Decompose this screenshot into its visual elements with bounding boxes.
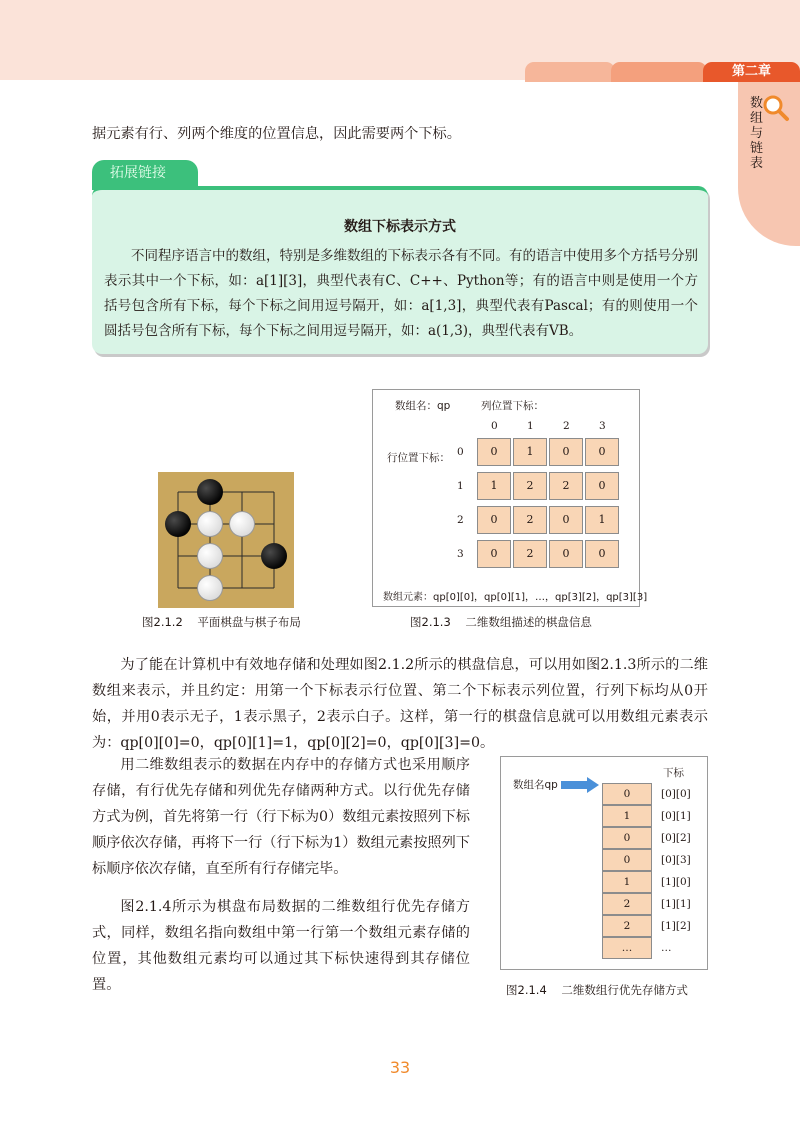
memory-cell: 1 — [602, 871, 652, 893]
extension-title: 数组下标表示方式 — [344, 219, 456, 235]
side-chapter-tab — [738, 82, 800, 246]
row-index: 3 — [457, 548, 464, 560]
matrix-cell: 0 — [585, 472, 619, 500]
memory-index: [1][1] — [661, 898, 691, 910]
intro-line: 据元素有行、列两个维度的位置信息，因此需要两个下标。 — [92, 126, 461, 142]
black-stone — [165, 511, 191, 537]
memory-cell: 2 — [602, 893, 652, 915]
memory-index: [1][0] — [661, 876, 691, 888]
memory-cell: 2 — [602, 915, 652, 937]
matrix-cell: 2 — [513, 540, 547, 568]
matrix-cell: 0 — [549, 506, 583, 534]
paragraph-3: 图2.1.4所示为棋盘布局数据的二维数组行优先存储方式，同样，数组名指向数组中第一行第一个数组元素存储的位置，其他数组元素均可以通过其下标快速得到其存储位置。 — [92, 899, 470, 993]
memory-index: [0][2] — [661, 832, 691, 844]
extension-box — [92, 186, 708, 354]
matrix-cell: 1 — [477, 472, 511, 500]
col-index: 0 — [491, 420, 498, 432]
chapter-tab-decor-1 — [525, 62, 615, 82]
matrix-cell: 0 — [477, 438, 511, 466]
white-stone — [197, 543, 223, 569]
extension-body — [104, 244, 698, 344]
matrix-cell: 2 — [513, 506, 547, 534]
col-index: 3 — [599, 420, 606, 432]
black-stone — [197, 479, 223, 505]
figure-2-1-3 — [372, 389, 648, 607]
go-board — [158, 472, 294, 608]
memory-cell: 1 — [602, 805, 652, 827]
matrix-cell: 1 — [513, 438, 547, 466]
paragraph-1: 为了能在计算机中有效地存储和处理如图2.1.2所示的棋盘信息，可以用如图2.1.3所示的二维数组来表示，并且约定：用第一个下标表示行位置、第二个下标表示列位置，行列下标均从0开始，并用0表示无子，1表示黑子，2表示白子。这样，第一行的棋盘信息就可以用数组元素表示为：qp[0][0]=0，qp[0][1]=1，qp[0][2]=0，qp[0][3]=0。 — [92, 657, 708, 751]
col-index: 1 — [527, 420, 534, 432]
chapter-tab-decor-2 — [611, 62, 707, 82]
matrix-cell: 2 — [513, 472, 547, 500]
memory-cell: 0 — [602, 827, 652, 849]
chapter-label: 第二章 — [703, 62, 800, 82]
matrix-cell: 2 — [549, 472, 583, 500]
row-index: 1 — [457, 480, 464, 492]
memory-array-name: 数组名qp — [513, 779, 558, 791]
matrix-cell: 0 — [477, 540, 511, 568]
pointer-arrow-icon — [561, 777, 601, 793]
memory-index: [0][3] — [661, 854, 691, 866]
matrix-cell: 0 — [585, 540, 619, 568]
figure-2-1-2-caption: 图2.1.2 平面棋盘与棋子布局 — [142, 615, 301, 629]
matrix-cell: 0 — [549, 540, 583, 568]
memory-cell: … — [602, 937, 652, 959]
col-index-label: 列位置下标： — [481, 400, 544, 412]
board-grid — [158, 472, 294, 608]
figure-2-1-4 — [500, 756, 708, 970]
white-stone — [197, 575, 223, 601]
memory-index: [0][1] — [661, 810, 691, 822]
elements-line: 数组元素：qp[0][0]，qp[0][1]，…，qp[3][2]，qp[3][3] — [383, 592, 648, 603]
extension-body-text: 不同程序语言中的数组，特别是多维数组的下标表示各有不同。有的语言中使用多个方括号分别表示其中一个下标，如：a[1][3]，典型代表有C、C++、Python等；有的语言中则是使用一个方括号包含所有下标，每个下标之间用逗号隔开，如：a[1,3]，典型代表有Pascal；有的则使用一个圆括号包含所有下标，每个下标之间用逗号隔开，如：a(1,3)，典型代表有VB。 — [104, 248, 698, 339]
memory-index: … — [661, 942, 672, 954]
white-stone — [197, 511, 223, 537]
paragraph-2: 用二维数组表示的数据在内存中的存储方式也采用顺序存储，有行优先存储和列优先存储两种方式。以行优先存储方式为例，首先将第一行（行下标为0）数组元素按照列下标顺序依次存储，再将下一行（行下标为1）数组元素按照列下标顺序依次存储，直至所有行存储完毕。 — [92, 757, 470, 877]
extension-tab: 拓展链接 — [92, 160, 198, 190]
index-header: 下标 — [663, 767, 684, 779]
white-stone — [229, 511, 255, 537]
memory-index: [1][2] — [661, 920, 691, 932]
figure-2-1-3-caption: 图2.1.3 二维数组描述的棋盘信息 — [410, 615, 592, 629]
array-name-label: 数组名：qp — [395, 400, 451, 412]
row-index-label: 行位置下标： — [387, 452, 450, 464]
figure-2-1-4-caption: 图2.1.4 二维数组行优先存储方式 — [506, 983, 688, 997]
matrix-cell: 1 — [585, 506, 619, 534]
matrix-cell: 0 — [549, 438, 583, 466]
row-index: 0 — [457, 446, 464, 458]
page-number: 33 — [389, 1058, 411, 1077]
memory-cell: 0 — [602, 849, 652, 871]
side-title: 数组与链表 — [750, 96, 764, 171]
black-stone — [261, 543, 287, 569]
chapter-tabs — [525, 62, 800, 82]
memory-cell: 0 — [602, 783, 652, 805]
matrix-cell: 0 — [477, 506, 511, 534]
row-index: 2 — [457, 514, 464, 526]
col-index: 2 — [563, 420, 570, 432]
memory-index: [0][0] — [661, 788, 691, 800]
matrix-cell: 0 — [585, 438, 619, 466]
